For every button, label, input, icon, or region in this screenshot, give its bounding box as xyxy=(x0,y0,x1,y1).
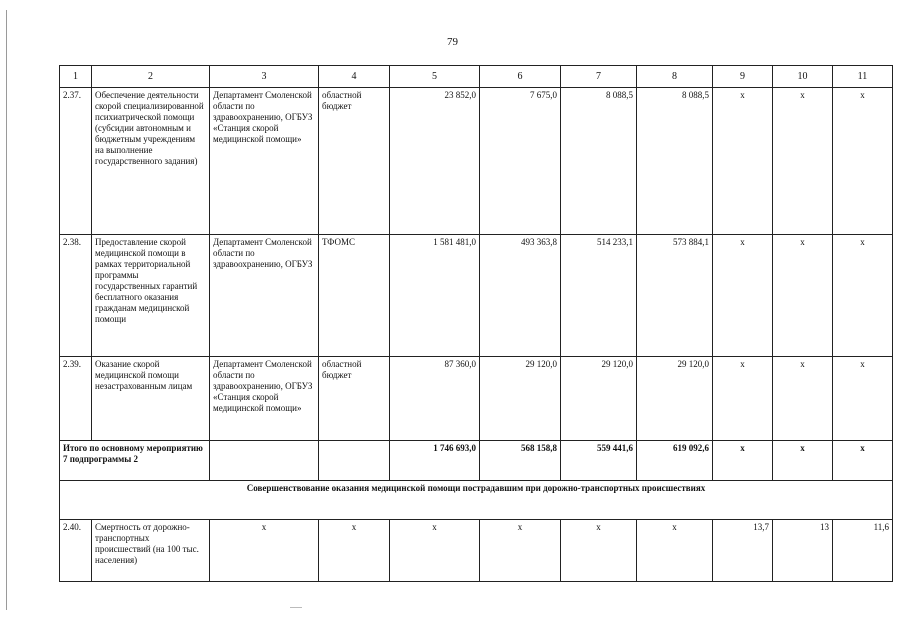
total-indicator-1: x xyxy=(713,441,773,481)
indicator-3: x xyxy=(833,235,893,357)
program-table xyxy=(59,65,893,582)
indicator-2: x xyxy=(773,88,833,235)
row-number: 2.40. xyxy=(60,520,92,582)
value-cell: x xyxy=(319,520,390,582)
amount-year-3: 8 088,5 xyxy=(637,88,713,235)
executor: Департамент Смоленской области по здравоохранению, ОГБУЗ «Станция скорой медицинской помощи» xyxy=(210,357,319,441)
amount-total: 87 360,0 xyxy=(390,357,480,441)
funding-source: ТФОМС xyxy=(319,235,390,357)
table-row xyxy=(60,357,893,441)
funding-source: областной бюджет xyxy=(319,357,390,441)
indicator-1: x xyxy=(713,88,773,235)
indicator-3: x xyxy=(833,88,893,235)
amount-year-1: 493 363,8 xyxy=(480,235,561,357)
indicator-value-3: 11,6 xyxy=(833,520,893,582)
executor: Департамент Смоленской области по здравоохранению, ОГБУЗ xyxy=(210,235,319,357)
page-number: 79 xyxy=(447,36,458,48)
indicator-1: x xyxy=(713,357,773,441)
amount-year-3: 573 884,1 xyxy=(637,235,713,357)
empty-cell xyxy=(210,441,319,481)
activity-name: Предоставление скорой медицинской помощи в рамках территориальной программы государственных гарантий бесплатного оказания гражданам медицинской помощи xyxy=(92,235,210,357)
indicator-3: x xyxy=(833,357,893,441)
header-cell: 9 xyxy=(713,66,773,88)
table-row xyxy=(60,520,893,582)
header-cell: 8 xyxy=(637,66,713,88)
total-year-3: 619 092,6 xyxy=(637,441,713,481)
amount-total: 23 852,0 xyxy=(390,88,480,235)
scan-mark xyxy=(290,607,302,608)
total-year-1: 568 158,8 xyxy=(480,441,561,481)
value-cell: x xyxy=(390,520,480,582)
amount-year-1: 29 120,0 xyxy=(480,357,561,441)
section-row xyxy=(60,481,893,520)
header-row xyxy=(60,66,893,88)
executor: Департамент Смоленской области по здравоохранению, ОГБУЗ «Станция скорой медицинской помощи» xyxy=(210,88,319,235)
value-cell: x xyxy=(561,520,637,582)
header-cell: 7 xyxy=(561,66,637,88)
header-cell: 2 xyxy=(92,66,210,88)
amount-year-2: 8 088,5 xyxy=(561,88,637,235)
indicator-value-2: 13 xyxy=(773,520,833,582)
header-cell: 3 xyxy=(210,66,319,88)
value-cell: x xyxy=(480,520,561,582)
amount-year-3: 29 120,0 xyxy=(637,357,713,441)
left-margin-line xyxy=(6,10,7,610)
amount-total: 1 581 481,0 xyxy=(390,235,480,357)
amount-year-1: 7 675,0 xyxy=(480,88,561,235)
section-title: Совершенствование оказания медицинской помощи пострадавшим при дорожно-транспортных происшествиях xyxy=(60,481,893,520)
amount-year-2: 29 120,0 xyxy=(561,357,637,441)
header-cell: 10 xyxy=(773,66,833,88)
indicator-2: x xyxy=(773,235,833,357)
header-cell: 6 xyxy=(480,66,561,88)
table-row xyxy=(60,88,893,235)
header-cell: 1 xyxy=(60,66,92,88)
value-cell: x xyxy=(210,520,319,582)
total-year-2: 559 441,6 xyxy=(561,441,637,481)
activity-name: Обеспечение деятельности скорой специализированной психиатрической помощи (субсидии автономным и бюджетным учреждениям на выполнение государственного задания) xyxy=(92,88,210,235)
row-number: 2.37. xyxy=(60,88,92,235)
total-indicator-2: x xyxy=(773,441,833,481)
row-number: 2.39. xyxy=(60,357,92,441)
indicator-2: x xyxy=(773,357,833,441)
total-indicator-3: x xyxy=(833,441,893,481)
total-amount: 1 746 693,0 xyxy=(390,441,480,481)
indicator-1: x xyxy=(713,235,773,357)
indicator-value-1: 13,7 xyxy=(713,520,773,582)
funding-source: областной бюджет xyxy=(319,88,390,235)
empty-cell xyxy=(319,441,390,481)
header-cell: 11 xyxy=(833,66,893,88)
row-number: 2.38. xyxy=(60,235,92,357)
amount-year-2: 514 233,1 xyxy=(561,235,637,357)
total-row xyxy=(60,441,893,481)
total-label: Итого по основному мероприятию 7 подпрограммы 2 xyxy=(60,441,210,481)
header-cell: 4 xyxy=(319,66,390,88)
activity-name: Оказание скорой медицинской помощи незастрахованным лицам xyxy=(92,357,210,441)
indicator-name: Смертность от дорожно-транспортных происшествий (на 100 тыс. населения) xyxy=(92,520,210,582)
header-cell: 5 xyxy=(390,66,480,88)
value-cell: x xyxy=(637,520,713,582)
table-row xyxy=(60,235,893,357)
